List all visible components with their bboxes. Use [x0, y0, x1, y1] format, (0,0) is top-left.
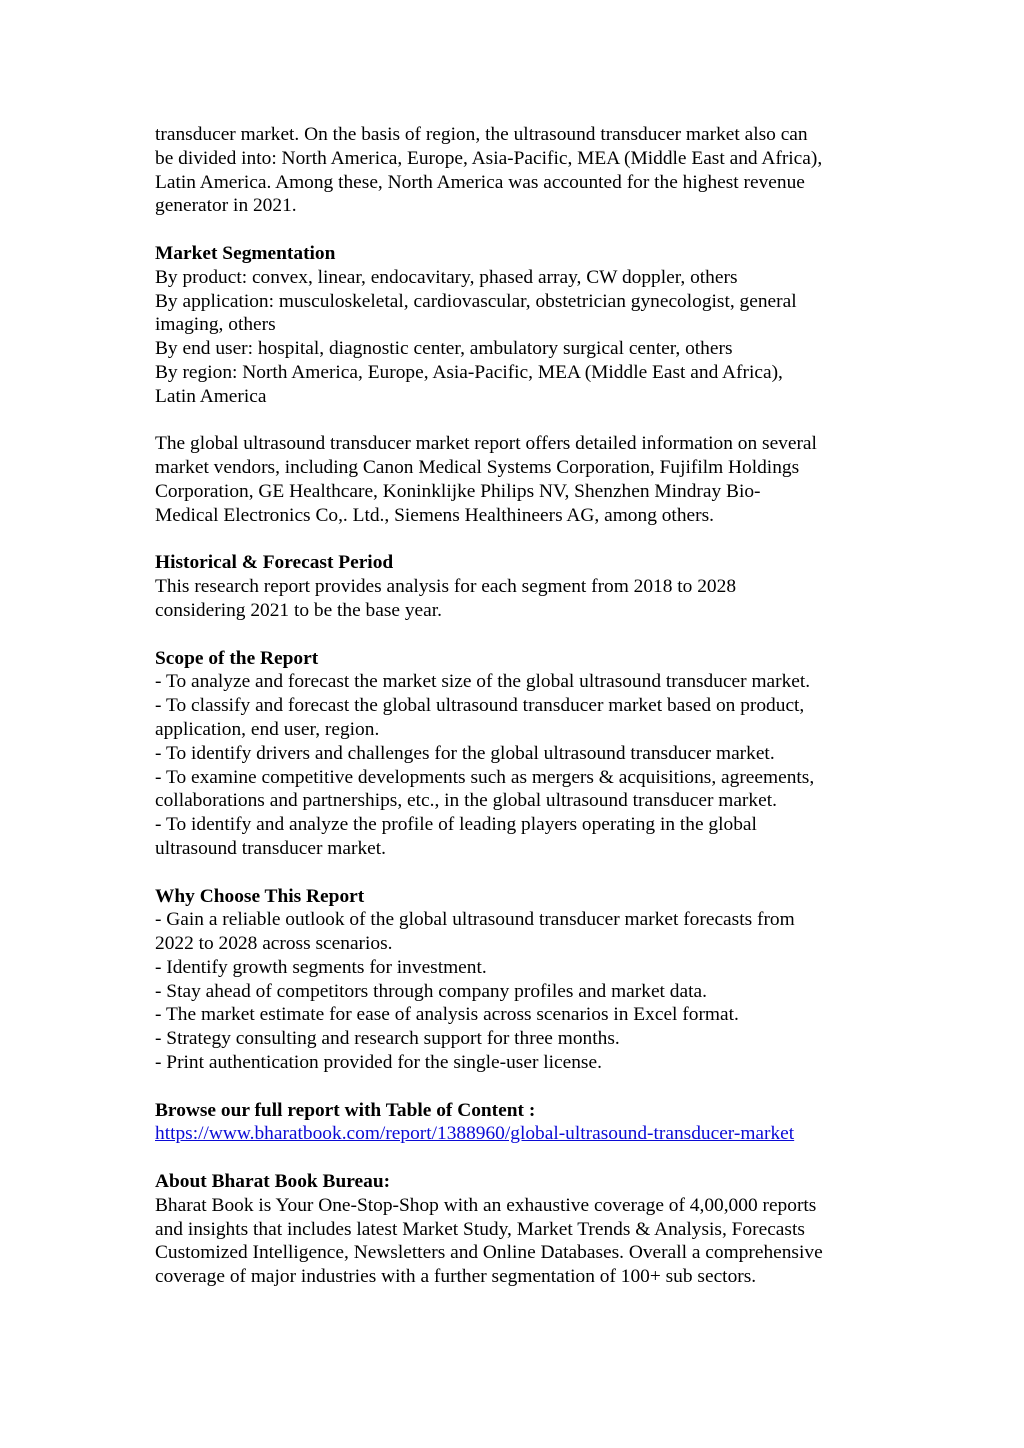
about-section	[155, 1170, 885, 1289]
paragraph-line: - To examine competitive developments such as mergers & acquisitions, agreements,	[155, 766, 815, 788]
paragraph-line: The global ultrasound transducer market report offers detailed information on several	[155, 433, 817, 455]
paragraph-spacer	[155, 861, 885, 885]
paragraph-line: - To identify drivers and challenges for the global ultrasound transducer market.	[155, 742, 775, 764]
paragraph-line: - To analyze and forecast the market size of the global ultrasound transducer market.	[155, 671, 811, 693]
paragraph-line: transducer market. On the basis of region, the ultrasound transducer market also can	[155, 124, 808, 145]
paragraph-spacer	[155, 1146, 885, 1170]
paragraph-line: - Gain a reliable outlook of the global ultrasound transducer market forecasts from	[155, 909, 795, 931]
paragraph-line: generator in 2021.	[155, 195, 297, 217]
paragraph-line: ultrasound transducer market.	[155, 837, 386, 859]
paragraph-line: Medical Electronics Co,. Ltd., Siemens Healthineers AG, among others.	[155, 504, 714, 526]
paragraph-line: - Print authentication provided for the single-user license.	[155, 1052, 602, 1074]
paragraph-line: This research report provides analysis for each segment from 2018 to 2028	[155, 576, 737, 598]
paragraph-line: imaging, others	[155, 314, 276, 336]
paragraph-spacer	[155, 528, 885, 552]
segmentation-section	[155, 242, 885, 409]
section-heading: Market Segmentation	[155, 242, 336, 264]
section-heading: Historical & Forecast Period	[155, 552, 394, 574]
paragraph-spacer	[155, 1075, 885, 1099]
vendors-paragraph	[155, 432, 885, 527]
paragraph-line: Latin America. Among these, North America was accounted for the highest revenue	[155, 171, 805, 193]
paragraph-line: 2022 to 2028 across scenarios.	[155, 933, 393, 955]
section-heading: About Bharat Book Bureau:	[155, 1171, 391, 1193]
paragraph-line: be divided into: North America, Europe, Asia-Pacific, MEA (Middle East and Africa),	[155, 147, 823, 169]
paragraph-line: - Strategy consulting and research support for three months.	[155, 1028, 620, 1050]
paragraph-line: market vendors, including Canon Medical Systems Corporation, Fujifilm Holdings	[155, 457, 800, 479]
paragraph-line: - The market estimate for ease of analysis across scenarios in Excel format.	[155, 1004, 739, 1026]
period-section	[155, 551, 885, 622]
paragraph-line: collaborations and partnerships, etc., in the global ultrasound transducer market.	[155, 790, 777, 812]
paragraph-line: Customized Intelligence, Newsletters and Online Databases. Overall a comprehensive	[155, 1242, 823, 1264]
paragraph-line: Corporation, GE Healthcare, Koninklijke Philips NV, Shenzhen Mindray Bio-	[155, 480, 761, 502]
paragraph-line: - Identify growth segments for investment.	[155, 956, 487, 978]
report-link[interactable]: https://www.bharatbook.com/report/1388960/global-ultrasound-transducer-market	[155, 1123, 795, 1145]
paragraph-line: - To classify and forecast the global ultrasound transducer market based on product,	[155, 695, 805, 717]
why-section	[155, 885, 885, 1075]
section-heading: Browse our full report with Table of Content :	[155, 1099, 536, 1121]
paragraph-line: Latin America	[155, 385, 267, 407]
paragraph-line: and insights that includes latest Market Study, Market Trends & Analysis, Forecasts	[155, 1218, 805, 1240]
section-heading: Scope of the Report	[155, 647, 319, 669]
paragraph-line: - Stay ahead of competitors through company profiles and market data.	[155, 980, 707, 1002]
paragraph-line: By application: musculoskeletal, cardiovascular, obstetrician gynecologist, general	[155, 290, 797, 312]
paragraph-spacer	[155, 218, 885, 242]
scope-section	[155, 647, 885, 861]
paragraph-line: application, end user, region.	[155, 718, 380, 740]
paragraph-spacer	[155, 623, 885, 647]
paragraph-line: coverage of major industries with a further segmentation of 100+ sub sectors.	[155, 1266, 757, 1288]
browse-section	[155, 1099, 885, 1147]
section-heading: Why Choose This Report	[155, 885, 365, 907]
paragraph-line: By region: North America, Europe, Asia-Pacific, MEA (Middle East and Africa),	[155, 361, 783, 383]
paragraph-line: By end user: hospital, diagnostic center, ambulatory surgical center, others	[155, 338, 733, 360]
paragraph-line: Bharat Book is Your One-Stop-Shop with an exhaustive coverage of 4,00,000 reports	[155, 1194, 817, 1216]
document-page	[155, 123, 885, 1289]
paragraph-line: - To identify and analyze the profile of leading players operating in the global	[155, 814, 757, 836]
paragraph-line: considering 2021 to be the base year.	[155, 599, 443, 621]
paragraph-spacer	[155, 409, 885, 433]
intro-paragraph	[155, 123, 885, 218]
paragraph-line: By product: convex, linear, endocavitary, phased array, CW doppler, others	[155, 266, 738, 288]
